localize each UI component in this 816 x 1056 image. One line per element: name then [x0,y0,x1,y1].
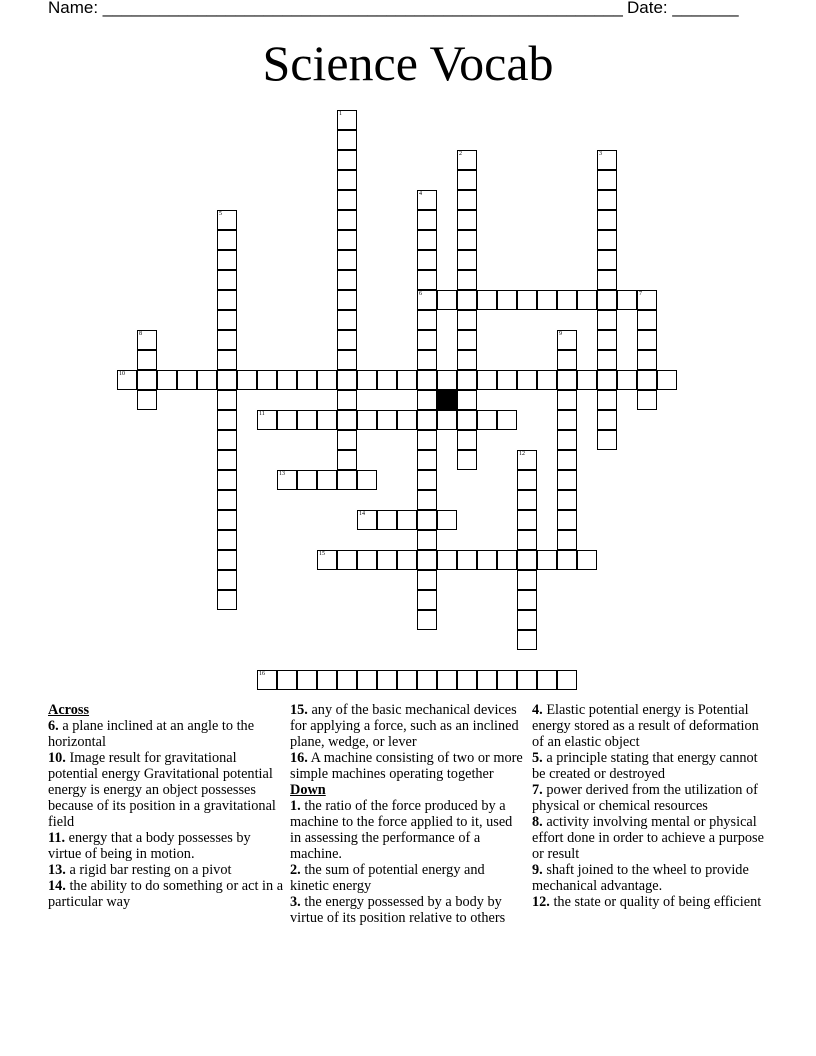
grid-cell[interactable] [457,550,477,570]
grid-cell[interactable] [557,510,577,530]
grid-cell[interactable] [557,530,577,550]
grid-cell[interactable] [537,370,557,390]
grid-cell[interactable] [537,290,557,310]
grid-cell[interactable] [337,430,357,450]
grid-cell[interactable] [457,290,477,310]
grid-cell[interactable] [457,350,477,370]
grid-cell[interactable] [277,370,297,390]
grid-cell[interactable] [417,310,437,330]
clue-across-13: 13. a rigid bar resting on a pivot [48,862,232,878]
grid-cell[interactable] [417,490,437,510]
grid-cell[interactable] [337,130,357,150]
grid-cell[interactable] [417,530,437,550]
grid-cell[interactable] [337,390,357,410]
clue-number: 4 [419,191,422,197]
grid-cell[interactable] [517,570,537,590]
grid-cell[interactable] [597,430,617,450]
grid-cell[interactable] [317,550,337,570]
grid-cell[interactable] [257,670,277,690]
grid-cell[interactable] [237,370,257,390]
grid-cell[interactable] [357,550,377,570]
grid-cell[interactable] [377,410,397,430]
grid-cell[interactable] [337,250,357,270]
clue-down-9: 9. shaft joined to the wheel to provide mechanical advantage. [532,862,749,894]
grid-cell[interactable] [637,330,657,350]
grid-cell[interactable] [437,290,457,310]
grid-cell[interactable] [417,210,437,230]
grid-cell[interactable] [597,270,617,290]
grid-cell[interactable] [457,390,477,410]
grid-cell[interactable] [597,170,617,190]
grid-cell[interactable] [557,470,577,490]
grid-cell[interactable] [577,550,597,570]
grid-cell[interactable] [457,250,477,270]
grid-cell[interactable] [297,410,317,430]
grid-cell[interactable] [217,530,237,550]
grid-cell[interactable] [417,470,437,490]
grid-cell[interactable] [457,230,477,250]
grid-cell[interactable] [597,310,617,330]
grid-cell[interactable] [457,330,477,350]
grid-cell[interactable] [557,290,577,310]
grid-cell[interactable] [577,290,597,310]
grid-cell[interactable] [657,370,677,390]
grid-cell[interactable] [597,390,617,410]
grid-cell[interactable] [477,290,497,310]
grid-cell[interactable] [357,510,377,530]
grid-cell[interactable] [637,350,657,370]
clue-number: 11 [259,411,265,417]
grid-cell[interactable] [337,170,357,190]
grid-cell[interactable] [337,290,357,310]
grid-cell[interactable] [297,470,317,490]
grid-cell[interactable] [217,250,237,270]
clue-down-1: 1. the ratio of the force produced by a machine to the force applied to it, used in assessing the performance of a machine. [290,798,513,862]
grid-cell[interactable] [637,370,657,390]
grid-cell[interactable] [477,670,497,690]
grid-cell[interactable] [637,390,657,410]
page-title: Science Vocab [262,35,554,91]
grid-cell[interactable] [217,390,237,410]
grid-cell[interactable] [397,550,417,570]
clue-number: 3 [599,151,602,157]
grid-cell[interactable] [357,410,377,430]
clue-number: 6 [419,291,422,297]
grid-cell[interactable] [417,250,437,270]
grid-cell[interactable] [417,670,437,690]
grid-cell[interactable] [117,370,137,390]
grid-cell[interactable] [337,190,357,210]
grid-cell[interactable] [517,490,537,510]
clue-across-6: 6. a plane inclined at an angle to the horizontal [48,718,255,750]
grid-cell[interactable] [337,110,357,130]
grid-cell[interactable] [137,330,157,350]
clue-down-12: 12. the state or quality of being efficient [532,894,762,910]
across-heading: Across [48,702,90,718]
grid-cell[interactable] [217,290,237,310]
grid-cell[interactable] [417,510,437,530]
grid-cell[interactable] [597,230,617,250]
grid-cell[interactable] [317,670,337,690]
grid-cell[interactable] [497,670,517,690]
grid-cell[interactable] [517,590,537,610]
grid-cell[interactable] [217,510,237,530]
grid-cell[interactable] [557,490,577,510]
grid-cell[interactable] [217,370,237,390]
grid-cell[interactable] [497,410,517,430]
grid-cell[interactable] [517,550,537,570]
grid-cell[interactable] [437,510,457,530]
grid-cell[interactable] [377,550,397,570]
grid-cell[interactable] [137,390,157,410]
grid-cell[interactable] [457,170,477,190]
grid-cell[interactable] [457,190,477,210]
grid-cell[interactable] [217,350,237,370]
grid-cell[interactable] [417,570,437,590]
clue-number: 7 [639,291,642,297]
grid-cell[interactable] [517,670,537,690]
clue-number: 13 [279,471,285,477]
grid-cell[interactable] [557,370,577,390]
grid-cell[interactable] [517,370,537,390]
clue-down-2: 2. the sum of potential energy and kinetic energy [290,862,485,894]
grid-cell[interactable] [157,370,177,390]
grid-cell-black [437,390,457,410]
name-field-label: Name: _______________________________________________________ [48,0,623,17]
grid-cell[interactable] [597,290,617,310]
grid-cell[interactable] [537,670,557,690]
grid-cell[interactable] [217,550,237,570]
grid-cell[interactable] [537,550,557,570]
grid-cell[interactable] [277,670,297,690]
grid-cell[interactable] [397,670,417,690]
grid-cell[interactable] [577,370,597,390]
clue-number: 8 [139,331,142,337]
grid-cell[interactable] [437,370,457,390]
grid-cell[interactable] [597,350,617,370]
grid-cell[interactable] [217,470,237,490]
clue-column-3 [532,702,768,910]
clue-across-14: 14. the ability to do something or act in a particular way [48,878,284,910]
grid-cell[interactable] [397,510,417,530]
grid-cell[interactable] [357,370,377,390]
grid-cell[interactable] [557,330,577,350]
grid-cell[interactable] [337,310,357,330]
grid-cell[interactable] [337,370,357,390]
clue-across-15: 15. any of the basic mechanical devices for applying a force, such as an inclined plane, wedge, or lever [290,702,519,750]
grid-cell[interactable] [597,150,617,170]
grid-cell[interactable] [417,350,437,370]
grid-cell[interactable] [217,230,237,250]
grid-cell[interactable] [397,410,417,430]
grid-cell[interactable] [557,350,577,370]
grid-cell[interactable] [497,550,517,570]
clue-number: 2 [459,151,462,157]
clue-down-8: 8. activity involving mental or physical effort done in order to achieve a purpose or result [532,814,764,862]
grid-cell[interactable] [317,370,337,390]
grid-cell[interactable] [337,270,357,290]
grid-cell[interactable] [377,670,397,690]
grid-cell[interactable] [317,470,337,490]
grid-cell[interactable] [217,450,237,470]
grid-cell[interactable] [417,190,437,210]
grid-cell[interactable] [517,530,537,550]
grid-cell[interactable] [217,590,237,610]
grid-cell[interactable] [357,470,377,490]
grid-cell[interactable] [597,330,617,350]
grid-cell[interactable] [277,410,297,430]
grid-cell[interactable] [597,190,617,210]
clue-column-2 [290,702,526,926]
grid-cell[interactable] [297,370,317,390]
grid-cell[interactable] [557,410,577,430]
grid-cell[interactable] [337,330,357,350]
clue-across-11: 11. energy that a body possesses by virtue of being in motion. [48,830,251,862]
grid-cell[interactable] [377,510,397,530]
grid-cell[interactable] [417,270,437,290]
grid-cell[interactable] [497,370,517,390]
date-field-label: Date: _______ [627,0,739,17]
grid-cell[interactable] [457,310,477,330]
grid-cell[interactable] [417,550,437,570]
grid-cell[interactable] [477,370,497,390]
grid-cell[interactable] [217,490,237,510]
grid-cell[interactable] [517,450,537,470]
clue-number: 9 [559,331,562,337]
down-heading: Down [290,782,326,798]
grid-cell[interactable] [137,350,157,370]
grid-cell[interactable] [217,430,237,450]
grid-cell[interactable] [457,450,477,470]
grid-cell[interactable] [217,270,237,290]
grid-cell[interactable] [457,370,477,390]
grid-cell[interactable] [557,670,577,690]
grid-cell[interactable] [457,430,477,450]
grid-cell[interactable] [637,290,657,310]
grid-cell[interactable] [257,370,277,390]
grid-cell[interactable] [417,590,437,610]
grid-cell[interactable] [437,550,457,570]
clue-across-10: 10. Image result for gravitational potential energy Gravitational potential energy is energy an object possesses because of its position in a gravitational field [48,750,276,830]
grid-cell[interactable] [457,410,477,430]
grid-cell[interactable] [257,410,277,430]
grid-cell[interactable] [597,410,617,430]
grid-cell[interactable] [417,330,437,350]
grid-cell[interactable] [217,330,237,350]
grid-cell[interactable] [417,450,437,470]
grid-cell[interactable] [597,370,617,390]
grid-cell[interactable] [497,290,517,310]
grid-cell[interactable] [217,210,237,230]
grid-cell[interactable] [457,150,477,170]
grid-cell[interactable] [557,450,577,470]
grid-cell[interactable] [337,230,357,250]
clue-number: 1 [339,111,342,117]
grid-cell[interactable] [337,150,357,170]
clue-number: 10 [119,371,125,377]
grid-cell[interactable] [377,370,397,390]
clue-number: 14 [359,511,365,517]
grid-cell[interactable] [217,310,237,330]
grid-cell[interactable] [617,290,637,310]
grid-cell[interactable] [457,210,477,230]
clue-down-3: 3. the energy possessed by a body by virtue of its position relative to others [290,894,506,926]
grid-cell[interactable] [517,630,537,650]
grid-cell[interactable] [457,270,477,290]
grid-cell[interactable] [337,410,357,430]
grid-cell[interactable] [457,670,477,690]
grid-cell[interactable] [417,410,437,430]
grid-cell[interactable] [277,470,297,490]
grid-cell[interactable] [337,350,357,370]
grid-cell[interactable] [417,610,437,630]
grid-cell[interactable] [197,370,217,390]
grid-cell[interactable] [437,670,457,690]
grid-cell[interactable] [317,410,337,430]
grid-cell[interactable] [337,450,357,470]
grid-cell[interactable] [517,510,537,530]
clue-down-4: 4. Elastic potential energy is Potential energy stored as a result of deformation of an elastic object [532,702,759,750]
grid-cell[interactable] [417,390,437,410]
grid-cell[interactable] [217,570,237,590]
grid-cell[interactable] [137,370,157,390]
clue-column-1 [48,702,284,910]
grid-cell[interactable] [337,670,357,690]
clue-across-16: 16. A machine consisting of two or more simple machines operating together [290,750,523,782]
clue-number: 15 [319,551,325,557]
grid-cell[interactable] [357,670,377,690]
grid-cell[interactable] [617,370,637,390]
grid-cell[interactable] [597,250,617,270]
grid-cell[interactable] [417,430,437,450]
grid-cell[interactable] [417,370,437,390]
grid-cell[interactable] [417,230,437,250]
clue-down-7: 7. power derived from the utilization of physical or chemical resources [532,782,758,814]
grid-cell[interactable] [217,410,237,430]
grid-cell[interactable] [517,610,537,630]
grid-cell[interactable] [557,430,577,450]
grid-cell[interactable] [417,290,437,310]
grid-cell[interactable] [337,550,357,570]
grid-cell[interactable] [597,210,617,230]
grid-cell[interactable] [297,670,317,690]
grid-cell[interactable] [517,290,537,310]
grid-cell[interactable] [177,370,197,390]
grid-cell[interactable] [557,390,577,410]
clue-down-5: 5. a principle stating that energy cannot be created or destroyed [532,750,758,782]
clue-number: 5 [219,211,222,217]
grid-cell[interactable] [477,550,497,570]
clue-number: 12 [519,451,525,457]
clue-number: 16 [259,671,265,677]
grid-cell[interactable] [557,550,577,570]
grid-cell[interactable] [637,310,657,330]
grid-cell[interactable] [517,470,537,490]
grid-cell[interactable] [477,410,497,430]
grid-cell[interactable] [337,210,357,230]
grid-cell[interactable] [337,470,357,490]
grid-cell[interactable] [397,370,417,390]
grid-cell[interactable] [437,410,457,430]
